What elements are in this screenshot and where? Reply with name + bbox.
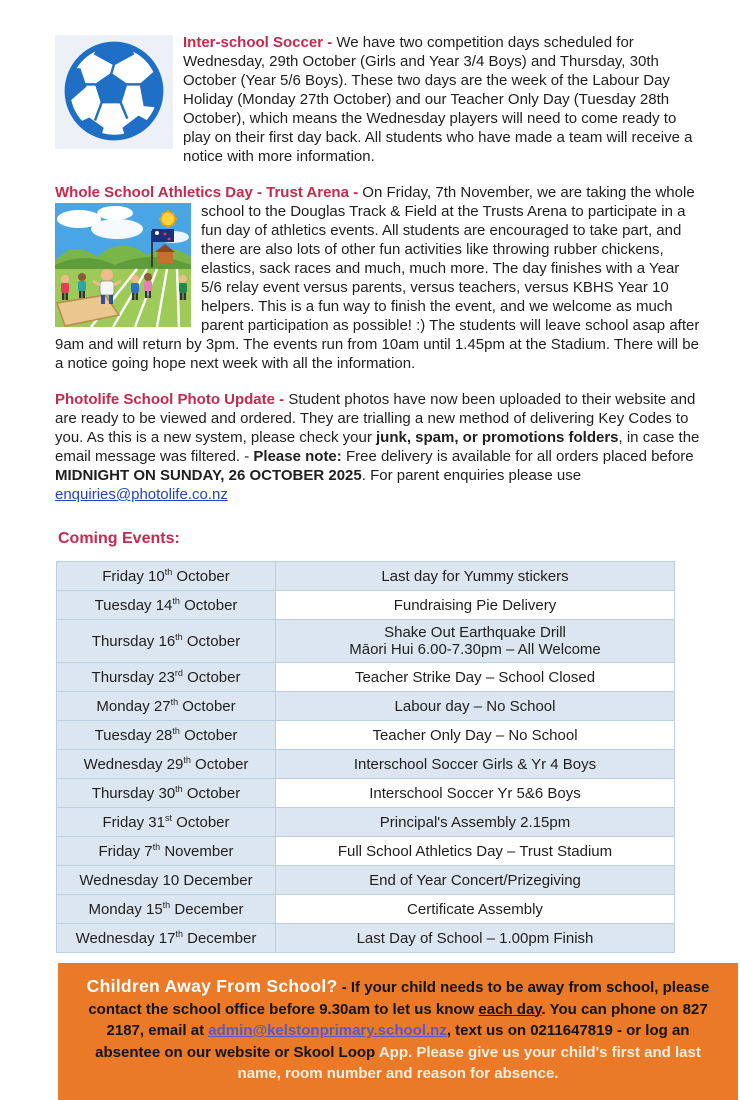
event-date-cell [57,866,276,895]
table-row [57,837,675,866]
text-segment: Please give us your child's first and last name, room number and reason for absence. [237,1043,701,1082]
text-segment: th [172,725,180,736]
event-desc-cell [276,750,675,779]
table-row [57,866,675,895]
text-segment: Wednesday 29 [83,755,184,773]
photolife-paragraph [55,390,700,504]
event-desc-cell [276,620,675,663]
text-segment: Student photos have now been uploaded to their website and are ready to be viewed and ordered. They are trialling a new method of delivering Key Codes to you. As this is a new system, please check your [55,391,696,446]
event-desc-cell [276,692,675,721]
event-desc-cell [276,866,675,895]
text-segment: We have two competition days scheduled for Wednesday, 29th October (Girls and Year 3/4 Boys) and Thursday, 30th October (Year 5/6 Boys). These two days are the week of the Labour Day Holiday (Monday 27th October) and our Teacher Only Day (Tuesday 28th October), which means the Wednesday players will need to come ready to play on their first day back. All students who have made a team will receive a notice with more information. [183,34,693,165]
event-desc-cell [276,924,675,953]
text-segment: . For parent enquiries please use [361,467,582,484]
text-segment: October [190,755,249,773]
event-desc-line: Teacher Strike Day – School Closed [354,668,596,686]
text-segment: Tuesday 28 [94,726,173,744]
table-row [57,779,675,808]
text-segment: October [172,567,230,585]
event-desc-line: Last day for Yummy stickers [381,567,569,585]
event-desc-line: Full School Athletics Day – Trust Stadium [337,842,613,860]
text-segment: each day [478,1000,542,1018]
text-segment: October [182,668,241,686]
event-desc-cell [276,562,675,591]
athletics-paragraph [55,183,700,373]
event-date-cell [57,620,276,663]
text-segment: Thursday 30 [91,784,176,802]
event-desc-line: Interschool Soccer Girls & Yr 4 Boys [353,755,597,773]
text-segment: Friday 10 [102,567,165,585]
event-desc-line: Principal's Assembly 2.15pm [379,813,571,831]
text-segment: - [275,391,289,408]
event-desc-cell [276,895,675,924]
text-segment: October [179,726,238,744]
event-date-cell [57,808,276,837]
text-segment: - [323,34,337,51]
section-photolife [55,390,700,504]
text-segment: , in case the email message was filtered. - [55,429,700,465]
table-row [57,562,675,591]
event-desc-line: End of Year Concert/Prizegiving [369,871,581,889]
text-segment: th [164,566,173,577]
banner-heading: Children Away From School? [86,976,338,996]
table-row [57,895,675,924]
text-segment: If your child needs to be away from school, please contact the school office before 9.30am to let us know [88,979,710,1018]
text-segment: th [162,899,171,910]
text-segment: December [182,929,257,947]
text-segment: . You can phone on [541,1000,683,1018]
text-segment: November [160,842,234,860]
section-athletics [55,183,700,373]
event-date-cell [57,779,276,808]
text-segment: App. [378,1043,417,1061]
text-segment: 827 2187 [106,1000,708,1039]
banner-text [86,976,710,1082]
text-segment: 0211647819 [530,1022,613,1039]
text-segment: On Friday, 7th November, we are taking the whole school to the Douglas Track & Field at the Trusts Arena to participate in a fun day of athletics events. All students are encouraged to take part, and there are also lots of other fun activities like throwing rubber chickens, elastics, sack races and much, much more. The day finishes with a Year 5/6 relay event versus parents, versus teachers, versus KBHS Year 10 helpers. This is a fun way to finish the event, and we welcome as much parent participation as possible! :) The students will leave school asap after 9am and will return by 3pm. The events run from 10am until 1.45pm at the Stadium. There will be a notice going hope next week with all the information. [55,184,700,372]
table-row [57,750,675,779]
table-row [57,663,675,692]
text-segment: Tuesday 14 [94,596,173,614]
text-segment: Monday 15 [88,900,163,918]
text-segment: Thursday 23 [91,668,175,686]
text-segment: December [170,900,244,918]
text-segment: th [175,631,183,642]
text-segment: th [183,754,191,765]
section-soccer [55,33,700,166]
text-segment: Thursday 16 [91,632,176,650]
event-desc-line: Teacher Only Day – No School [372,726,578,744]
table-row [57,591,675,620]
event-date-cell [57,721,276,750]
event-date-cell [57,692,276,721]
event-date-cell [57,924,276,953]
event-desc-cell [276,663,675,692]
event-desc-line: Labour day – No School [394,697,556,715]
athletics-day-illustration [55,203,191,327]
photolife-email-link[interactable]: enquiries@photolife.co.nz [55,486,228,503]
text-segment: - [348,184,363,201]
event-desc-cell [276,721,675,750]
athletics-heading: Whole School Athletics Day - Trust Arena [55,184,349,201]
text-segment: October [182,784,241,802]
text-segment: th [172,595,180,606]
text-segment: - or log an absentee on our website or [95,1022,690,1061]
table-row [57,721,675,750]
soccer-heading: Inter-school Soccer [183,34,324,51]
text-segment: - [337,979,351,996]
text-segment: Friday 31 [102,813,165,831]
text-segment: , text us on [446,1022,531,1039]
event-date-cell [57,895,276,924]
coming-events-heading: Coming Events: [58,530,180,547]
text-segment: th [170,696,179,707]
text-segment: Please note: [253,448,342,465]
text-segment: rd [174,667,183,678]
table-row [57,808,675,837]
coming-events-table [56,561,675,953]
text-segment: Friday 7 [98,842,153,860]
text-segment: October [179,596,238,614]
table-row [57,924,675,953]
absence-banner [58,963,738,1100]
event-desc-line: Shake Out Earthquake Drill [384,624,566,641]
table-row [57,620,675,663]
event-desc-cell [276,837,675,866]
text-segment: October [182,632,241,650]
text-segment: th [175,928,183,939]
text-segment: October [172,813,230,831]
text-segment: Wednesday 17 [75,929,176,947]
event-desc-cell [276,808,675,837]
event-desc-line: Certificate Assembly [407,900,543,918]
text-segment: , email at [139,1022,209,1039]
text-segment: th [152,841,161,852]
event-desc-line: Māori Hui 6.00-7.30pm – All Welcome [349,641,601,658]
table-row [57,692,675,721]
text-segment: junk, spam, or promotions folders [375,429,619,446]
event-date-cell [57,591,276,620]
event-desc-line: Fundraising Pie Delivery [393,596,557,614]
text-segment: October [178,697,236,715]
text-segment: Monday 27 [96,697,171,715]
event-desc-cell [276,779,675,808]
coming-events-table-body [57,562,675,953]
text-segment: Free delivery is available for all orders placed before [341,448,694,465]
text-segment: MIDNIGHT ON SUNDAY, 26 OCTOBER 2025 [55,467,362,484]
event-date-cell [57,562,276,591]
text-segment: th [175,783,183,794]
text-segment: st [164,812,172,823]
text-segment: Skool Loop [293,1043,376,1061]
text-segment: Wednesday 10 December [79,871,253,889]
event-desc-line: Last Day of School – 1.00pm Finish [356,929,594,947]
soccer-ball-icon [55,35,173,149]
event-desc-cell [276,591,675,620]
event-date-cell [57,837,276,866]
photolife-heading: Photolife School Photo Update [55,391,275,408]
admin-email-link[interactable]: admin@kelstonprimary.school.nz [208,1022,447,1039]
event-desc-line: Interschool Soccer Yr 5&6 Boys [369,784,581,802]
event-date-cell [57,750,276,779]
event-date-cell [57,663,276,692]
